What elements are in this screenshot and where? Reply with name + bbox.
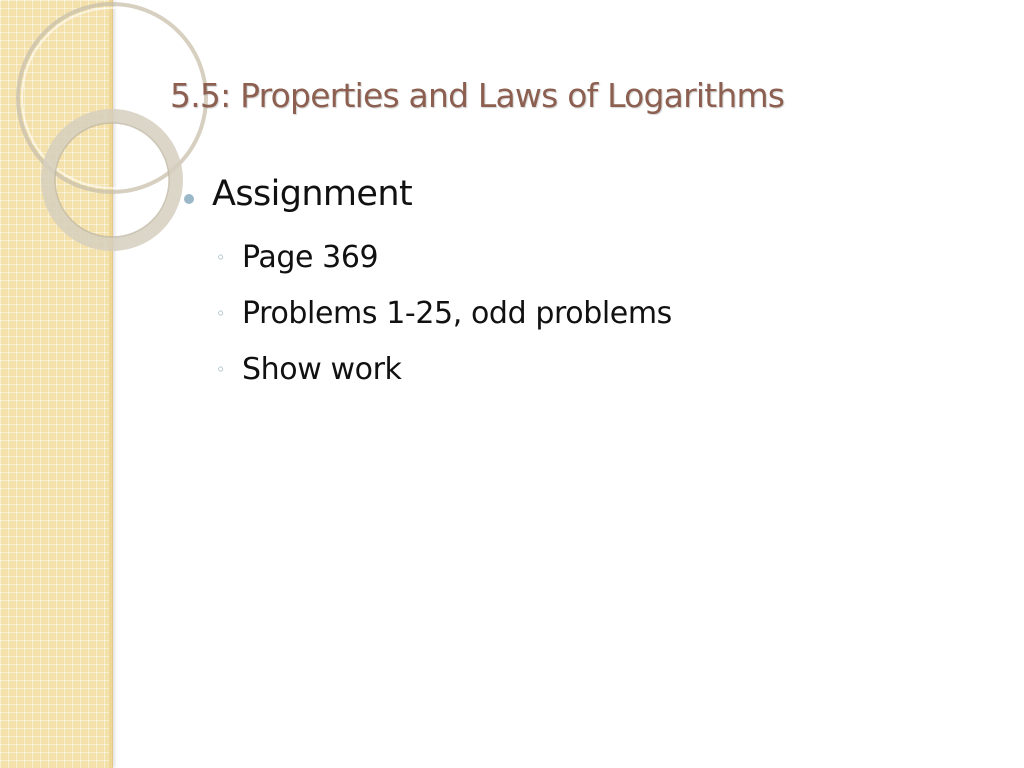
decorative-rings — [0, 0, 160, 260]
bullet-item-assignment — [184, 170, 964, 222]
sub-bullet-text: Page 369 — [242, 240, 379, 275]
sub-bullet-item — [184, 348, 964, 404]
circle-bullet-icon: ◦ — [216, 248, 226, 267]
bullet-text: Assignment — [212, 174, 413, 214]
sub-bullet-list — [184, 236, 964, 404]
circle-bullet-icon: ◦ — [216, 360, 226, 379]
sub-bullet-item — [184, 236, 964, 292]
slide-body — [184, 170, 964, 404]
bullet-dot-icon — [184, 194, 194, 204]
sub-bullet-text: Show work — [242, 352, 402, 387]
circle-bullet-icon: ◦ — [216, 304, 226, 323]
sub-bullet-item — [184, 292, 964, 348]
sub-bullet-text: Problems 1-25, odd problems — [242, 296, 672, 331]
slide-title: 5.5: Properties and Laws of Logarithms — [170, 76, 785, 115]
